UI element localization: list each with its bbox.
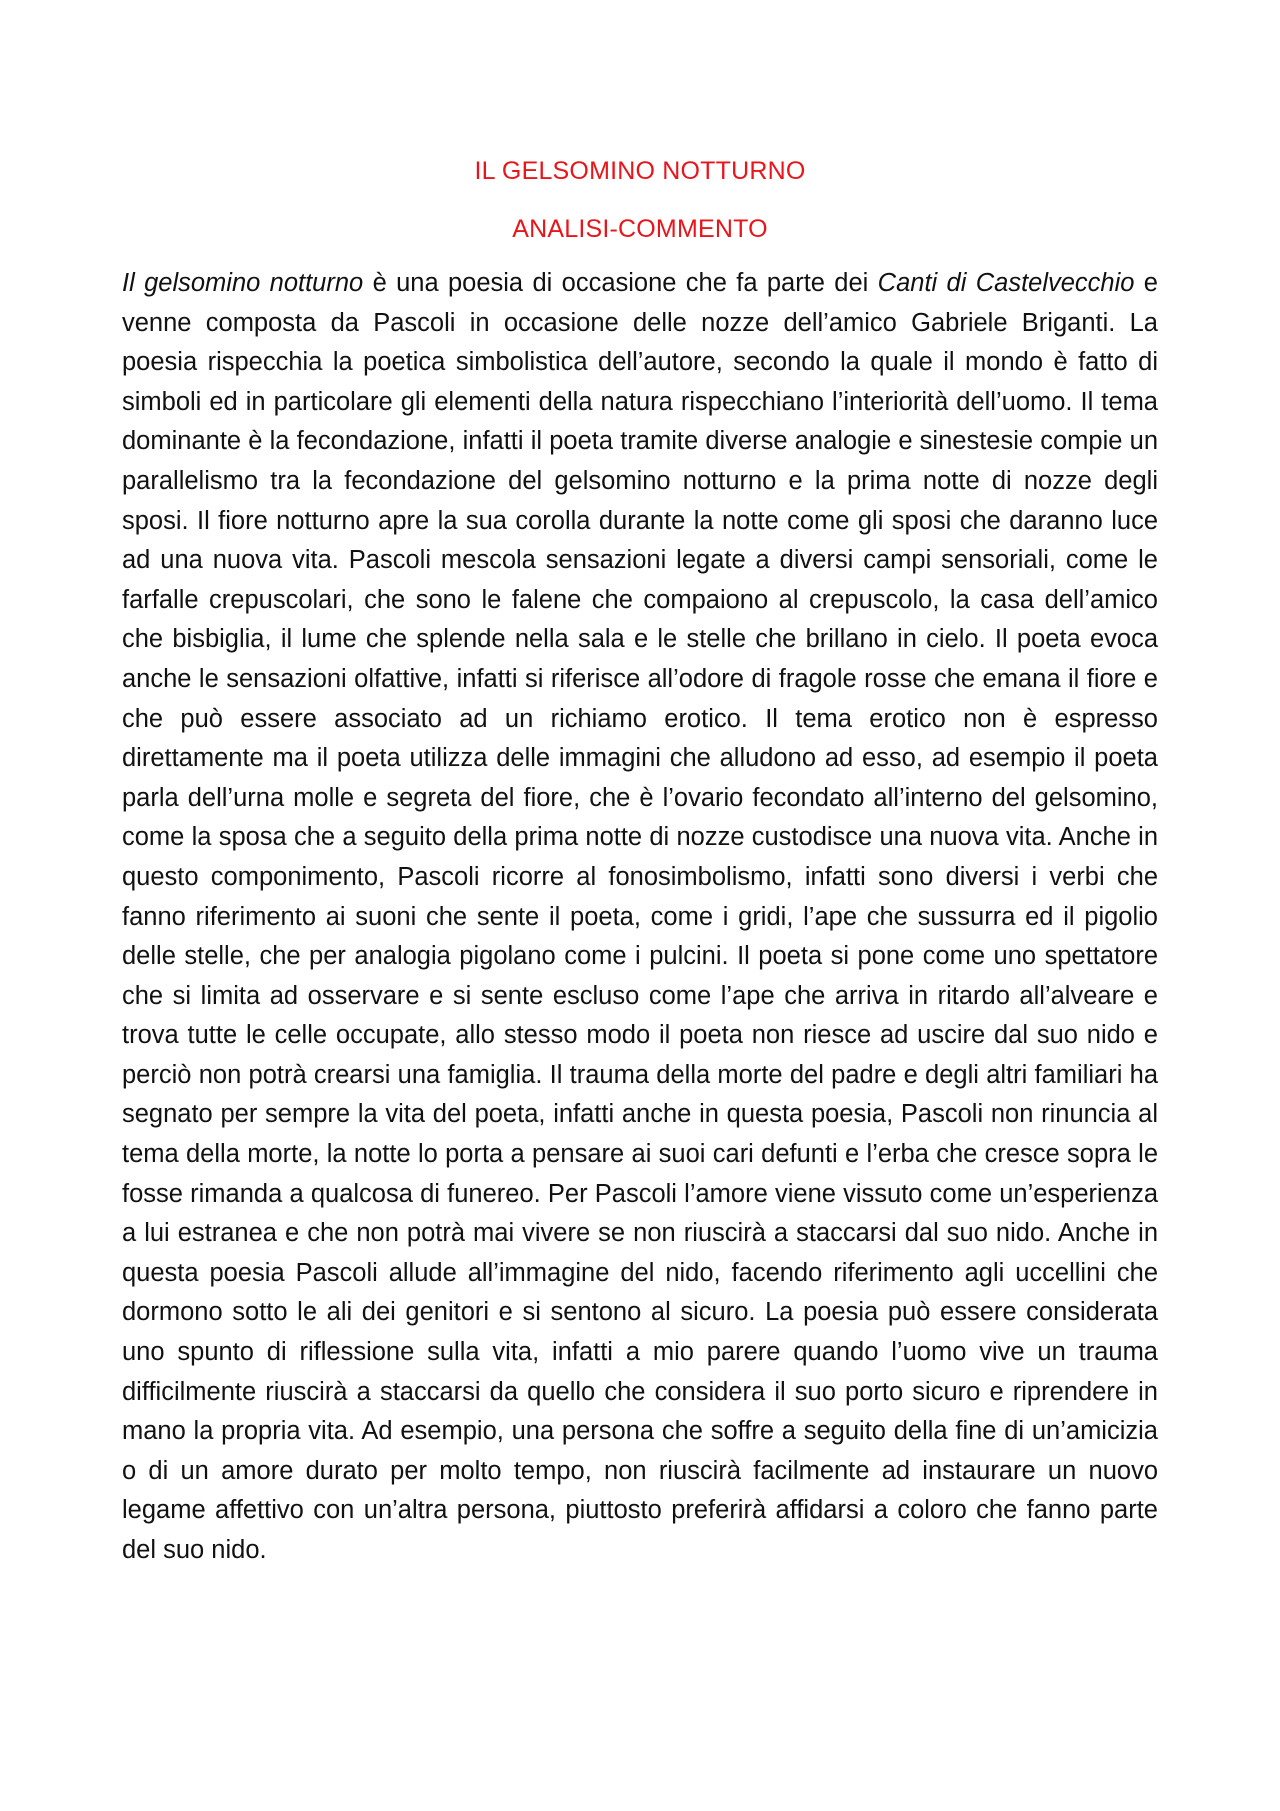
document-subtitle: ANALISI-COMMENTO <box>512 215 768 243</box>
body-text-part-1: è una poesia di occasione che fa parte dei <box>363 269 878 297</box>
collection-title-italic: Canti di Castelvecchio <box>877 269 1135 297</box>
body-text-part-2: e venne composta da Pascoli in occasione delle nozze dell’amico Gabriele Briganti. La poesia rispecchia la poetica simbolistica dell’autore, secondo la quale il mondo è fatto di simboli ed in particolare gli elementi della natura rispecchiano l’interiorità dell’uomo. Il tema dominante è la fecondazione, infatti il poeta tramite diverse analogie e sinestesie compie un parallelismo tra la fecondazione del gelsomino notturno e la prima notte di nozze degli sposi. Il fiore notturno apre la sua corolla durante la notte come gli sposi che daranno luce ad una nuova vita. Pascoli mescola sensazioni legate a diversi campi sensoriali, come le farfalle crepuscolari, che sono le falene che compaiono al crepuscolo, la casa dell’amico che bisbiglia, il lume che splende nella sala e le stelle che brillano in cielo. Il poeta evoca anche le sensazioni olfattive, infatti si riferisce all’odore di fragole rosse che emana il fiore e che può essere associato ad un richiamo erotico. Il tema erotico non è espresso direttamente ma il poeta utilizza delle immagini che alludono ad esso, ad esempio il poeta parla dell’urna molle e segreta del fiore, che è l’ovario fecondato all’interno del gelsomino, come la sposa che a seguito della prima notte di nozze custodisce una nuova vita. Anche in questo componimento, Pascoli ricorre al fonosimbolismo, infatti sono diversi i verbi che fanno riferimento ai suoni che sente il poeta, come i gridi, l’ape che sussurra ed il pigolio delle stelle, che per analogia pigolano come i pulcini. Il poeta si pone come uno spettatore che si limita ad osservare e si sente escluso come l’ape che arriva in ritardo all’alveare e trova tutte le celle occupate, allo stesso modo il poeta non riesce ad uscire dal suo nido e perciò non potrà crearsi una famiglia. Il trauma della morte del padre e degli altri familiari ha segnato per sempre la vita del poeta, infatti anche in questa poesia, Pascoli non rinuncia al tema della morte, la notte lo porta a pensare ai suoi cari defunti e l’erba che cresce sopra le fosse rimanda a qualcosa di funereo. Per Pascoli l’amore viene vissuto come un’esperienza a lui estranea e che non potrà mai vivere se non riuscirà a staccarsi dal suo nido. Anche in questa poesia Pascoli allude all’immagine del nido, facendo riferimento agli uccellini che dormono sotto le ali dei genitori e si sentono al sicuro. La poesia può essere considerata uno spunto di riflessione sulla vita, infatti a mio parere quando l’uomo vive un trauma difficilmente riuscirà a staccarsi da quello che considera il suo porto sicuro e riprendere in mano la propria vita. Ad esempio, una persona che soffre a seguito della fine di un’amicizia o di un amore durato per molto tempo, non riuscirà facilmente ad instaurare un nuovo legame affettivo con un’altra persona, piuttosto preferirà affidarsi a coloro che fanno parte del suo nido. <box>122 269 1158 1564</box>
document-title: IL GELSOMINO NOTTURNO <box>474 157 806 185</box>
poem-title-italic: Il gelsomino notturno <box>122 269 364 297</box>
body-paragraph <box>122 264 1158 1571</box>
